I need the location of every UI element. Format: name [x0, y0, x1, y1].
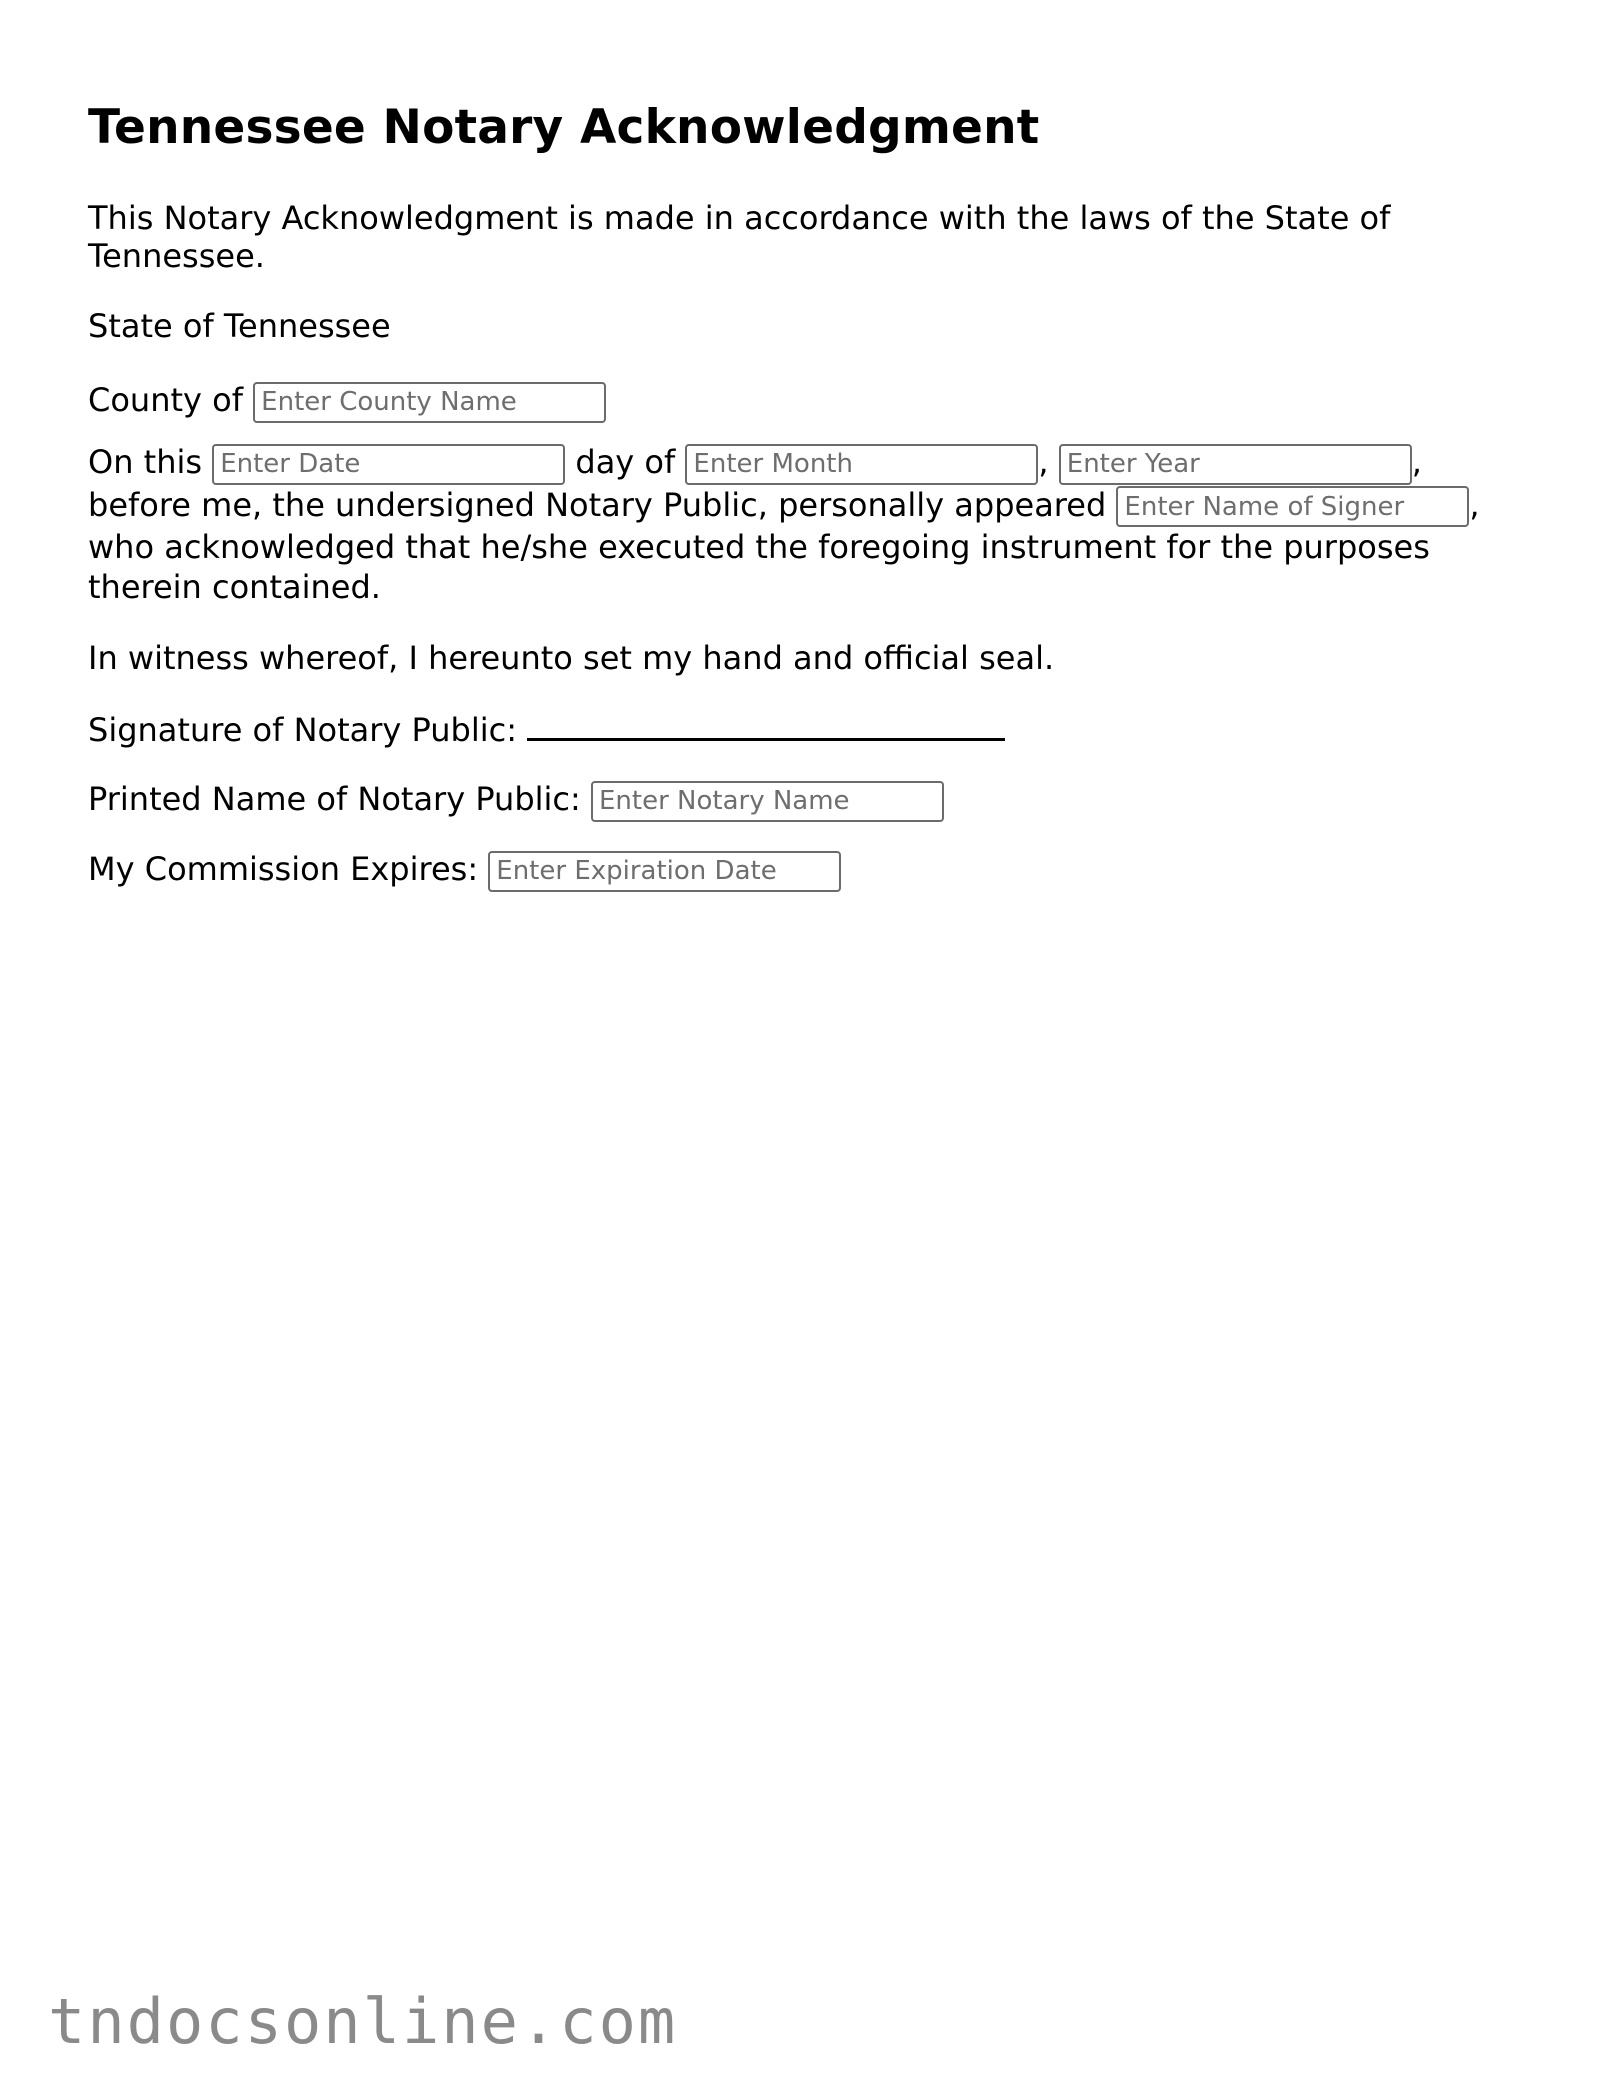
intro-text: This Notary Acknowledgment is made in accordance with the laws of the State of Tennessee. [88, 199, 1391, 275]
acknowledgment-paragraph [88, 442, 1528, 607]
commission-label: My Commission Expires: [88, 850, 479, 888]
county-row [88, 376, 1528, 424]
date-input[interactable] [212, 444, 565, 485]
printed-name-row [88, 776, 1528, 822]
state-line: State of Tennessee [88, 307, 391, 345]
day-of-text: day of [575, 443, 676, 481]
on-this-text: On this [88, 443, 203, 481]
comma-text: , [1038, 443, 1049, 481]
printed-name-label: Printed Name of Notary Public: [88, 780, 581, 818]
notary-name-input[interactable] [591, 781, 944, 822]
county-input[interactable] [253, 382, 606, 423]
county-label: County of [88, 381, 243, 419]
signature-line [527, 708, 1005, 741]
comma-text: , [1411, 443, 1422, 481]
signature-row [88, 708, 1528, 749]
acknowledged-text: who acknowledged that he/she executed the foregoing instrument for the purposes therein contained. [88, 528, 1430, 606]
comma-text: , [1469, 485, 1480, 524]
signer-name-input[interactable] [1116, 486, 1469, 527]
notary-form [88, 100, 1528, 892]
signature-label: Signature of Notary Public: [88, 711, 517, 749]
before-me-text: before me, the undersigned Notary Public, personally appeared [88, 485, 1107, 524]
expiration-date-input[interactable] [488, 851, 841, 892]
witness-text: In witness whereof, I hereunto set my hand and official seal. [88, 639, 1055, 677]
month-input[interactable] [685, 444, 1038, 485]
watermark: tndocsonline.com [48, 1985, 678, 2058]
commission-row [88, 846, 1528, 892]
year-input[interactable] [1059, 444, 1412, 485]
page-title: Tennessee Notary Acknowledgment [88, 100, 1040, 155]
